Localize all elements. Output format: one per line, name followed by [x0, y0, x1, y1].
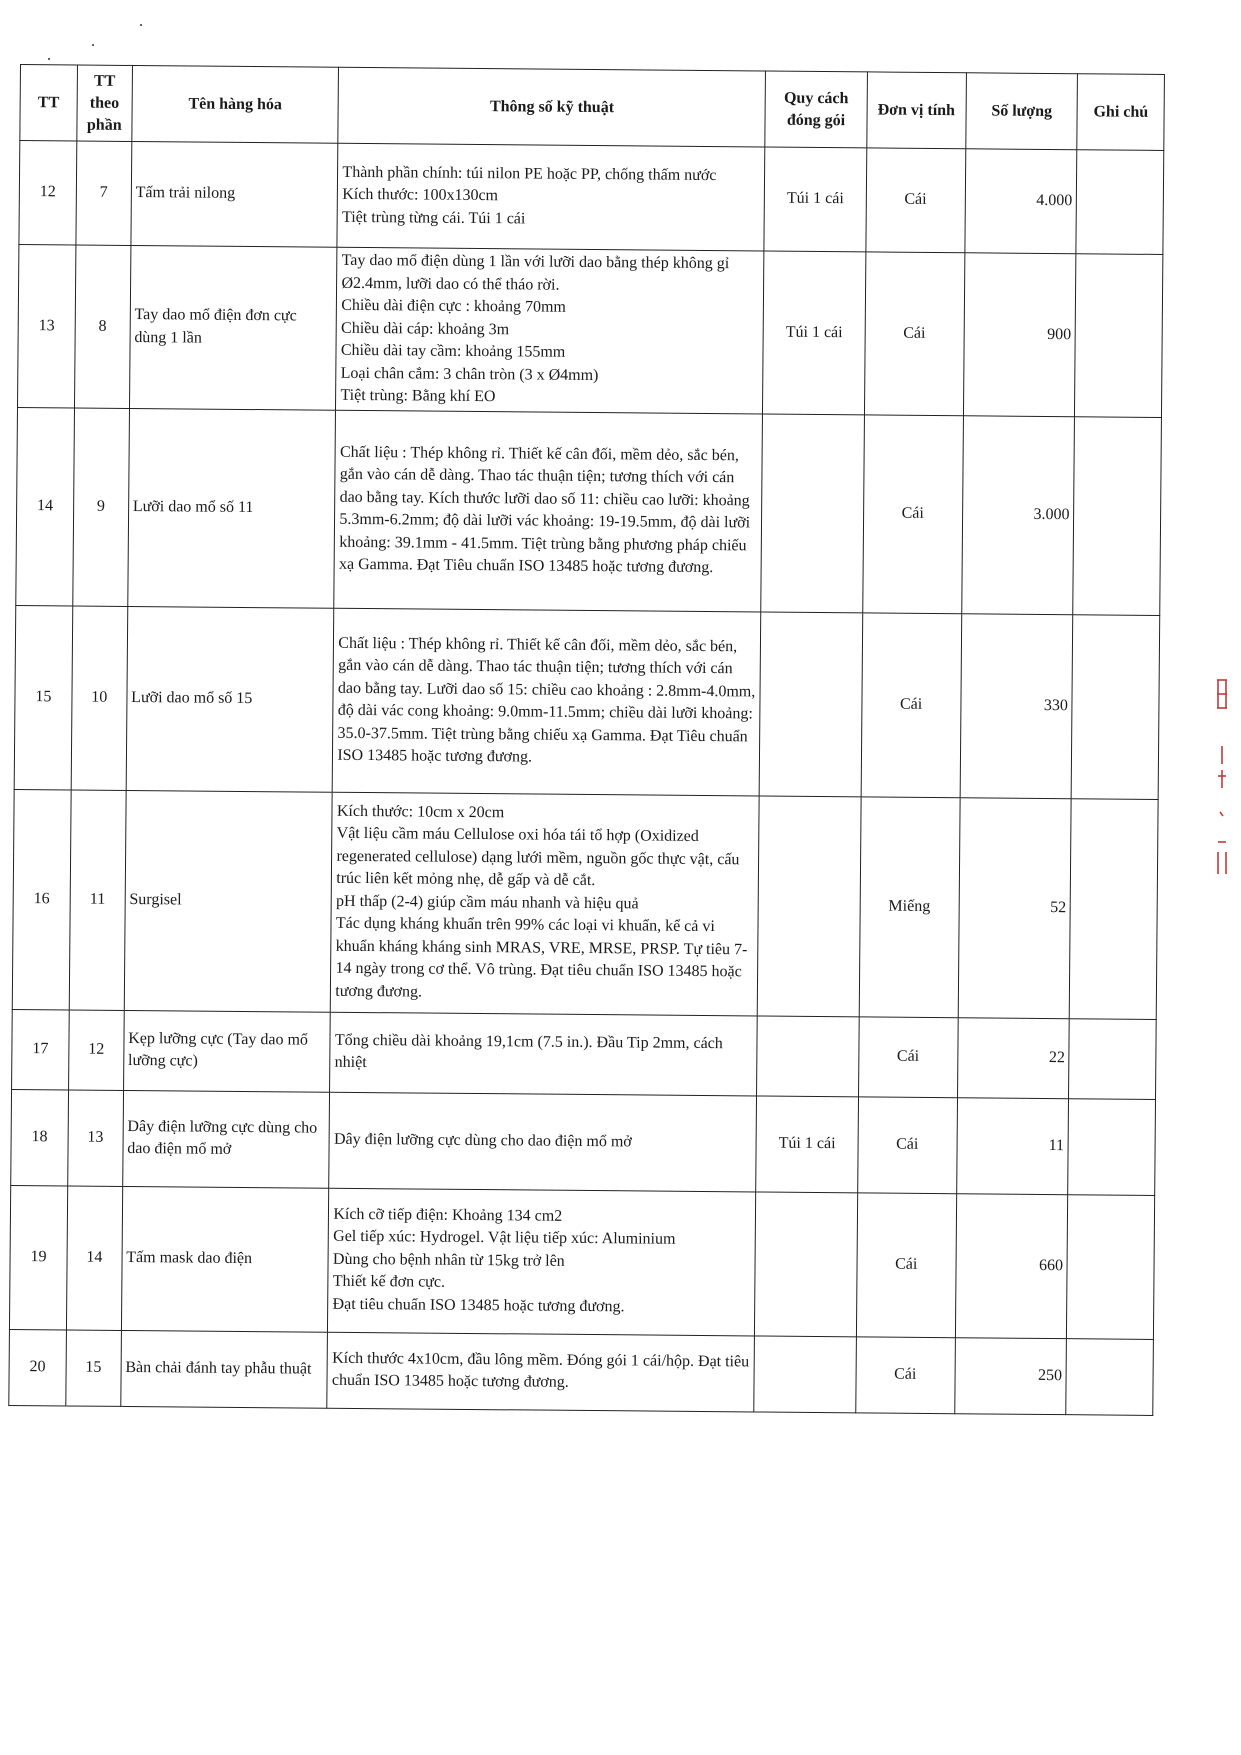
cell-tt: 17	[12, 1009, 70, 1089]
cell-packaging	[755, 1191, 857, 1336]
cell-unit: Cái	[857, 1096, 957, 1193]
cell-qty: 22	[957, 1017, 1069, 1098]
header-tt-theo-phan: TT theo phần	[77, 65, 132, 141]
cell-tt: 13	[18, 244, 76, 407]
cell-spec: Dây điện lưỡng cực dùng cho dao điện mổ mở	[329, 1092, 757, 1192]
cell-packaging	[757, 1015, 859, 1096]
cell-name: Lưỡi dao mổ số 15	[126, 606, 334, 792]
cell-spec: Chất liệu : Thép không rỉ. Thiết kế cân đối, mềm dẻo, sắc bén, gắn vào cán dễ dàng. Thao tác thuận tiện; tương thích với cán dao bằng tay. Kích thước lưỡi dao số 11: chiều cao lưỡi: khoảng 5.3mm-6.2mm; độ dài lưỡi vác khoảng: 19-19.5mm, độ dài lưỡi khoảng: 39.1mm - 41.5mm. Tiệt trùng bằng phương pháp chiếu xạ Gamma. Đạt Tiêu chuẩn ISO 13485 hoặc tương đương.	[334, 410, 763, 612]
cell-unit: Cái	[864, 252, 965, 415]
cell-name: Kẹp lưỡng cực (Tay dao mổ lưỡng cực)	[123, 1010, 330, 1092]
cell-unit: Cái	[862, 414, 963, 613]
cell-note	[1073, 416, 1161, 615]
cell-name: Surgisel	[124, 790, 333, 1012]
cell-packaging: Túi 1 cái	[756, 1095, 858, 1192]
cell-tt-phan: 8	[74, 245, 130, 408]
cell-packaging: Túi 1 cái	[764, 147, 866, 252]
scan-speck	[140, 24, 142, 26]
table-row	[12, 1009, 1157, 1099]
cell-note	[1067, 1194, 1155, 1339]
cell-tt-phan: 14	[66, 1185, 122, 1329]
cell-note	[1070, 798, 1158, 1019]
cell-tt-phan: 10	[71, 605, 127, 789]
header-don-vi-tinh: Đơn vị tính	[866, 72, 966, 149]
cell-note	[1075, 254, 1163, 417]
cell-name: Dây điện lưỡng cực dùng cho dao điện mổ mở	[122, 1090, 329, 1188]
cell-spec: Tổng chiều dài khoảng 19,1cm (7.5 in.). Đầu Tip 2mm, cách nhiệt	[330, 1012, 758, 1096]
cell-name: Tấm mask dao điện	[121, 1186, 329, 1332]
header-ghi-chu: Ghi chú	[1077, 74, 1164, 151]
cell-tt-phan: 15	[66, 1329, 121, 1405]
cell-tt-phan: 13	[68, 1089, 124, 1185]
table-row	[12, 789, 1158, 1019]
cell-qty: 330	[960, 613, 1073, 798]
cell-packaging	[760, 611, 863, 796]
cell-unit: Cái	[858, 1016, 958, 1097]
cell-unit: Miếng	[859, 796, 960, 1017]
cell-qty: 52	[958, 797, 1072, 1018]
cell-note	[1076, 150, 1163, 255]
cell-spec: Thành phần chính: túi nilon PE hoặc PP, chống thấm nước Kích thước: 100x130cm Tiệt trùng từng cái. Túi 1 cái	[337, 143, 765, 251]
table-row	[18, 244, 1163, 416]
cell-tt: 15	[14, 605, 73, 789]
cell-spec: Kích cỡ tiếp điện: Khoảng 134 cm2 Gel tiếp xúc: Hydrogel. Vật liệu tiếp xúc: Aluminium Dùng cho bệnh nhân từ 15kg trở lên Thiết kế đơn cực. Đạt tiêu chuẩn ISO 13485 hoặc tương đương.	[328, 1188, 756, 1336]
cell-tt: 12	[19, 141, 77, 245]
product-spec-table	[8, 64, 1165, 1415]
cell-tt: 18	[11, 1089, 69, 1185]
cell-spec: Kích thước 4x10cm, đầu lông mềm. Đóng gói 1 cái/hộp. Đạt tiêu chuẩn ISO 13485 hoặc tương đương.	[327, 1332, 755, 1412]
cell-unit: Cái	[855, 1336, 955, 1413]
cell-tt-phan: 11	[69, 789, 126, 1009]
cell-packaging	[758, 795, 861, 1016]
table-header-row	[20, 65, 1165, 151]
table-row	[14, 605, 1160, 799]
cell-spec: Kích thước: 10cm x 20cm Vật liệu cầm máu Cellulose oxi hóa tái tổ hợp (Oxidized regenerated cellulose) dạng lưới mềm, nguồn gốc thực vật, cấu trúc liên kết mỏng nhẹ, dễ gấp và dễ cắt. pH thấp (2-4) giúp cầm máu nhanh và hiệu quả Tác dụng kháng khuẩn trên 99% các loại vi khuẩn, kể cả vi khuẩn kháng kháng sinh MRAS, VRE, MRSE, PRSP. Tự tiêu 7-14 ngày trong cơ thể. Vô trùng. Đạt tiêu chuẩn ISO 13485 hoặc tương đương.	[331, 792, 760, 1016]
table-row	[9, 1329, 1154, 1415]
header-ten-hang-hoa: Tên hàng hóa	[132, 65, 339, 143]
document-page	[8, 64, 1165, 1415]
cell-packaging	[754, 1335, 856, 1412]
cell-tt: 19	[9, 1185, 67, 1329]
header-so-luong: Số lượng	[966, 73, 1078, 150]
cell-packaging	[761, 413, 864, 612]
cell-tt-phan: 7	[76, 141, 132, 245]
cell-note	[1066, 1338, 1153, 1415]
cell-tt: 20	[9, 1329, 67, 1405]
cell-unit: Cái	[866, 148, 966, 253]
cell-name: Tay dao mổ điện đơn cực dùng 1 lần	[129, 245, 337, 409]
cell-spec: Chất liệu : Thép không rỉ. Thiết kế cân đối, mềm dẻo, sắc bén, gắn vào cán dễ dàng. Thao tác thuận tiện; tương thích với cán dao bằng tay. Lưỡi dao số 15: chiều cao khoảng : 2.8mm-4.0mm, độ dài vác cong khoảng: 9.0mm-11.5mm; chiều dài lưỡi khoảng: 35.0-37.5mm. Tiệt trùng bằng chiếu xạ Gamma. Đạt Tiêu chuẩn ISO 13485 hoặc tương đương.	[333, 608, 762, 796]
cell-unit: Cái	[856, 1192, 956, 1337]
cell-note	[1069, 1018, 1156, 1099]
scan-speck	[48, 58, 50, 60]
table-row	[9, 1185, 1154, 1339]
cell-qty: 660	[955, 1193, 1068, 1338]
cell-name: Tấm trải nilong	[131, 141, 339, 247]
scan-speck	[92, 44, 94, 46]
table-row	[16, 407, 1162, 615]
cell-qty: 11	[956, 1097, 1069, 1194]
cell-note	[1072, 614, 1160, 799]
cell-unit: Cái	[861, 612, 962, 797]
cell-tt-phan: 9	[73, 407, 130, 605]
cell-note	[1068, 1098, 1155, 1195]
cell-name: Lưỡi dao mổ số 11	[128, 408, 336, 608]
cell-qty: 4.000	[965, 149, 1078, 254]
table-row	[19, 141, 1164, 255]
cell-qty: 3.000	[961, 415, 1074, 614]
cell-qty: 900	[963, 253, 1076, 416]
table-row	[11, 1089, 1156, 1195]
header-tt: TT	[20, 65, 78, 141]
cell-tt: 16	[12, 789, 71, 1009]
margin-stamp-mark	[1214, 676, 1230, 876]
cell-spec: Tay dao mổ điện dùng 1 lần với lưỡi dao bằng thép không gỉ Ø2.4mm, lưỡi dao có thể tháo rời. Chiều dài điện cực : khoảng 70mm Chiều dài cáp: khoảng 3m Chiều dài tay cầm: khoảng 155mm Loại chân cắm: 3 chân tròn (3 x Ø4mm) Tiệt trùng: Bằng khí EO	[336, 247, 764, 413]
cell-tt-phan: 12	[68, 1009, 124, 1089]
cell-qty: 250	[954, 1337, 1066, 1414]
cell-tt: 14	[16, 407, 75, 605]
header-quy-cach-dong-goi: Quy cách đóng gói	[765, 71, 867, 148]
cell-name: Bàn chải đánh tay phẫu thuật	[121, 1330, 328, 1408]
cell-packaging: Túi 1 cái	[763, 251, 866, 414]
header-thong-so-ky-thuat: Thông số kỹ thuật	[338, 67, 766, 147]
